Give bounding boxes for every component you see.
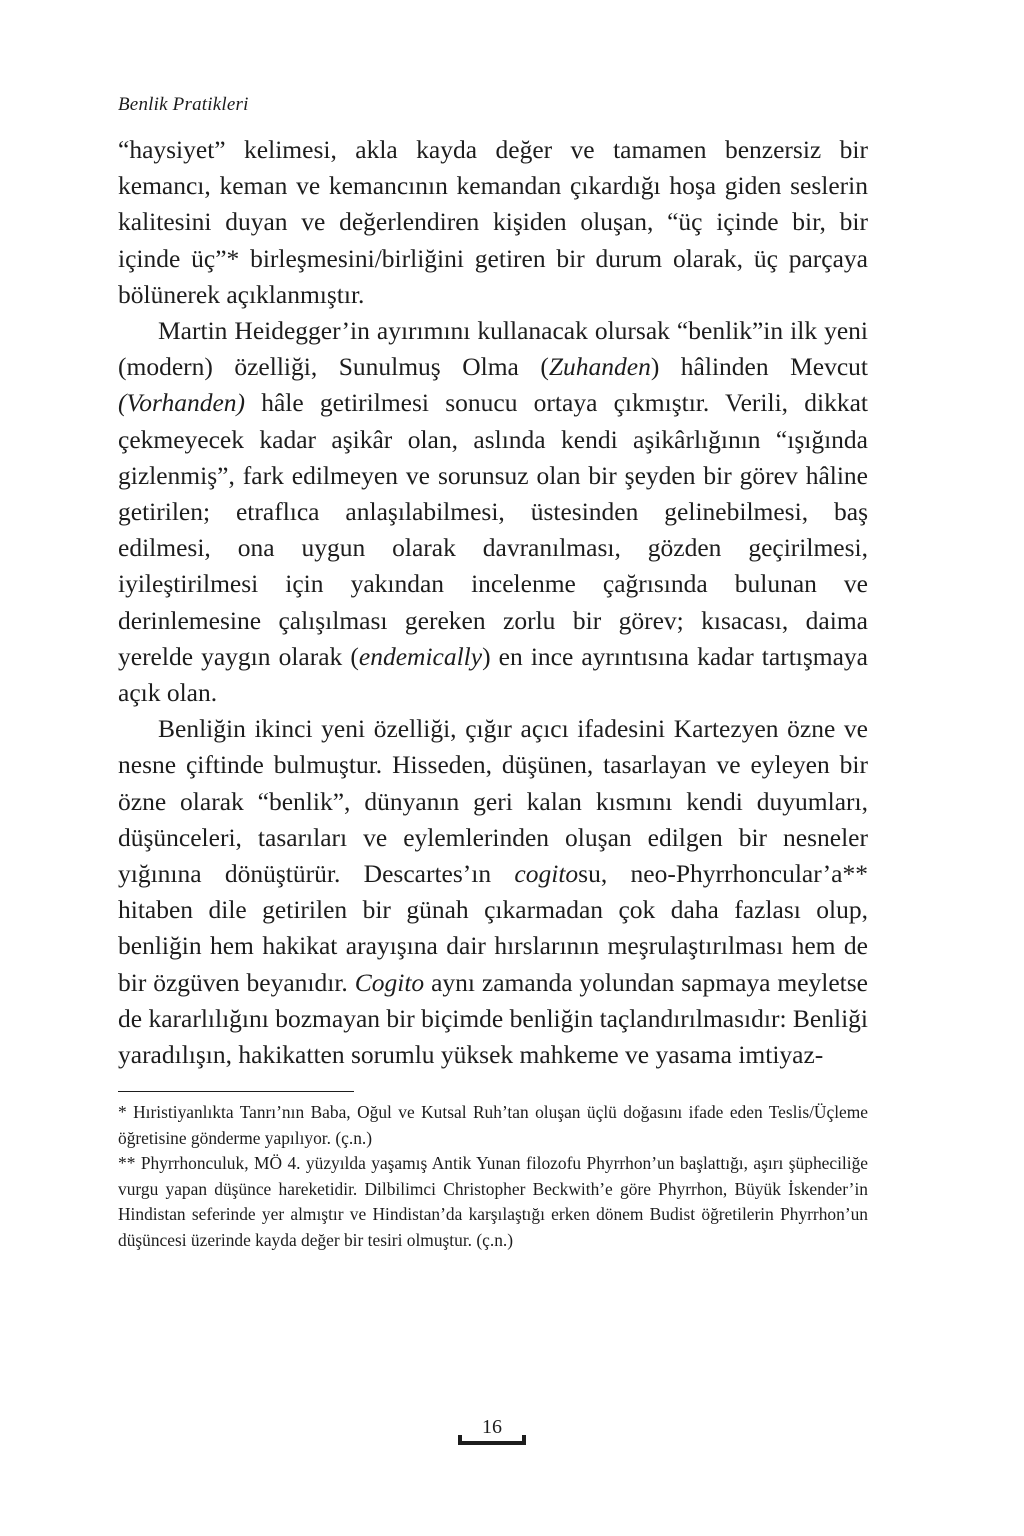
footnotes (118, 1100, 868, 1253)
page-number: 16 (482, 1416, 502, 1438)
page-number-ornament (458, 1441, 526, 1445)
running-header: Benlik Pratikleri (118, 94, 249, 115)
footnote-separator (118, 1091, 354, 1092)
italic-term: Cogito (354, 967, 425, 997)
text-span: su, neo-Phyrrhoncular’a** hitaben dile getirilen bir günah çıkarmadan çok daha fazlası olup, benliğin hem hakikat arayışına dair hırslarının meşrulaştırılması hem de bir özgüven beyanıdır. (118, 859, 868, 997)
italic-term: endemically (358, 641, 483, 671)
book-page (118, 92, 868, 1253)
italic-term: cogito (514, 859, 579, 889)
body-text (118, 132, 868, 1073)
text-span: ) en ince ayrıntısına kadar tartışmaya açık olan. (118, 641, 869, 708)
text-span: ) hâlinden Mevcut (650, 352, 868, 382)
text-span: “haysiyet” kelimesi, akla kayda değer ve tamamen benzersiz bir kemancı, keman ve kemancının kemandan çıkardığı hoşa giden seslerin kalitesini duyan ve değerlendiren kişiden oluşan, “üç içinde bir, bir içinde üç”* birleşmesini/birliğini getiren bir durum olarak, üç parçaya bölünerek açıklanmıştır. (118, 135, 868, 309)
paragraph (118, 132, 868, 313)
text-span: aynı zamanda yolundan sapmaya meyletse de kararlılığını bozmayan bir biçimde benliğin taçlandırılmasıdır: Benliği yaradılışın, hakikatten sorumlu yüksek mahkeme ve yasama imtiyaz- (118, 967, 868, 1070)
text-span: hâle getirilmesi sonucu ortaya çıkmıştır. Verili, dikkat çekmeyecek kadar aşikâr olan, aslında kendi aşikârlığının “ışığında gizlenmiş”, fark edilmeyen ve sorunsuz olan bir şeyden bir görev hâline getirilen; etraflıca anlaşılabilmesi, üstesinden gelinebilmesi, baş edilmesi, ona uygun olarak davranılması, gözden geçirilmesi, iyileştirilmesi için yakından incelenme çağrısında bulunan ve derinlemesine çalışılması gereken zorlu bir görev; kısacası, daima yerelde yaygın olarak ( (118, 388, 868, 671)
text-span: Benliğin ikinci yeni özelliği, çığır açıcı ifadesini Kartezyen özne ve nesne çiftinde bulmuştur. Hisseden, düşünen, tasarlayan ve eyleyen bir özne olarak “benlik”, dünyanın geri kalan kısmını kendi duyumları, düşünceleri, tasarıları ve eylemlerinden oluşan edilgen bir nesneler yığınına dönüştürür. Descartes’ın (118, 714, 868, 889)
footnote: ** Phyrrhonculuk, MÖ 4. yüzyılda yaşamış Antik Yunan filozofu Phyrrhon’un başlattığı, aşırı şüpheciliğe vurgu yapan düşünce hareketidir. Dilbilimci Christopher Beckwith’e göre Phyrrhon, Büyük İskender’in Hindistan seferinde yer almıştır ve Hindistan’da karşılaştığı erken dönem Budist öğretilerin Phyrrhon’un düşüncesi üzerinde kayda değer bir tesiri olmuştur. (ç.n.) (118, 1153, 868, 1250)
paragraph (118, 313, 868, 711)
italic-term: (Vorhanden) (118, 388, 246, 418)
paragraph (118, 711, 868, 1073)
italic-term: Zuhanden (548, 352, 651, 382)
footnote: * Hıristiyanlıkta Tanrı’nın Baba, Oğul ve Kutsal Ruh’tan oluşan üçlü doğasını ifade eden Teslis/Üçleme öğretisine gönderme yapılıyor. (ç.n.) (118, 1102, 868, 1148)
text-span: Martin Heidegger’in ayırımını kullanacak olursak “benlik”in ilk yeni (modern) özelliği, Sunulmuş Olma ( (118, 316, 868, 382)
